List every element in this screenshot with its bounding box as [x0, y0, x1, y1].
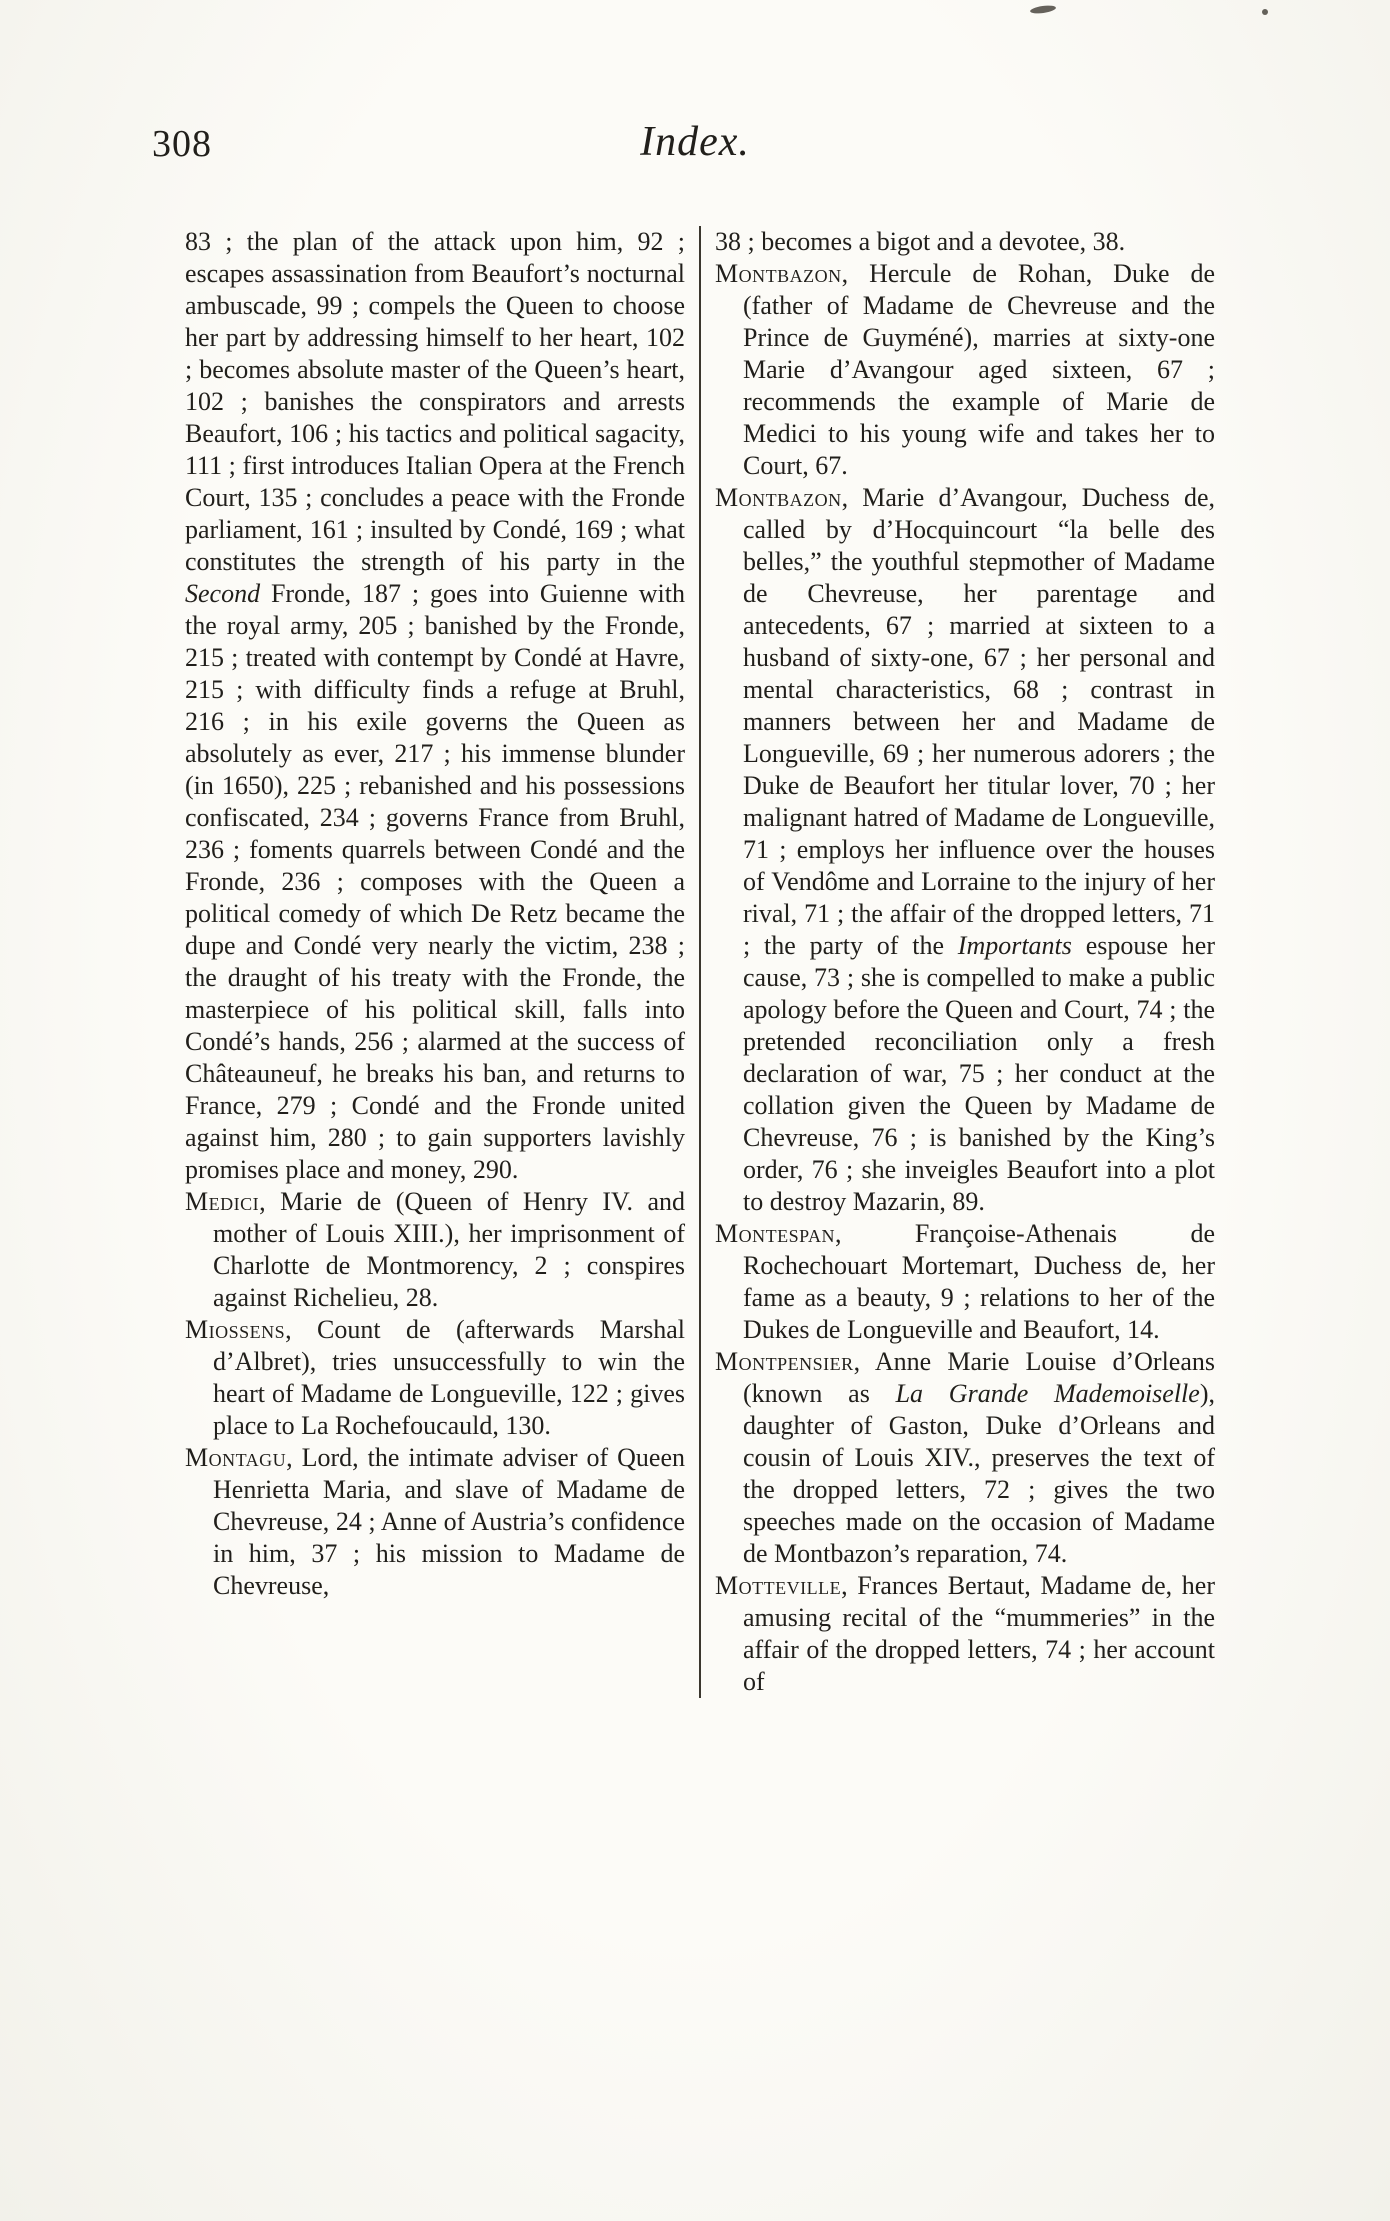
index-entry: [185, 1186, 685, 1314]
index-entry: [715, 1570, 1215, 1698]
index-columns: [185, 226, 1215, 1698]
entry-headword: Montbazon: [715, 483, 842, 512]
entry-text: 38 ; becomes a bigot and a devotee, 38.: [715, 227, 1126, 256]
index-entry: [185, 1442, 685, 1602]
entry-text: , Hercule de Rohan, Duke de (father of Madame de Chevreuse and the Prince de Guyméné), marries at sixty-one Marie d’Avangour aged sixteen, 67 ; recommends the example of Marie de Medici to his young wife and takes her to Court, 67.: [743, 259, 1215, 480]
scan-dot-artifact: [1262, 9, 1268, 15]
page-header: [0, 118, 1390, 178]
entry-text: , Lord, the intimate adviser of Queen Henrietta Maria, and slave of Madame de Chevreuse, 24 ; Anne of Austria’s confidence in him, 37 ; his mission to Madame de Chevreuse,: [213, 1443, 685, 1600]
entry-headword: Montpensier: [715, 1347, 854, 1376]
entry-italic-text: La Grande Mademoiselle: [895, 1379, 1200, 1408]
right-column: [715, 226, 1215, 1698]
page-number: 308: [152, 123, 212, 165]
entry-text: , Anne Marie Louise d’Orleans (known as: [743, 1347, 1215, 1408]
entry-text: espouse her cause, 73 ; she is compelled to make a public apology before the Queen and Court, 74 ; the pretended reconciliation only a fresh declaration of war, 75 ; her conduct at the collation given the Queen by Madame de Chevreuse, 76 ; is banished by the King’s order, 76 ; she inveigles Beaufort into a plot to destroy Mazarin, 89.: [743, 931, 1215, 1216]
entry-headword: Miossens: [185, 1315, 286, 1344]
entry-headword: Motteville: [715, 1571, 842, 1600]
entry-italic-text: Importants: [957, 931, 1072, 960]
entry-text: , Count de (afterwards Marshal d’Albret), tries unsuccessfully to win the heart of Madame de Longueville, 122 ; gives place to La Rochefoucauld, 130.: [213, 1315, 685, 1440]
entry-headword: Montagu: [185, 1443, 287, 1472]
entry-text: , Françoise-Athenais de Rochechouart Mortemart, Duchess de, her fame as a beauty, 9 ; relations to her of the Dukes de Longueville and Beaufort, 14.: [743, 1219, 1215, 1344]
index-entry: [185, 1314, 685, 1442]
entry-text: Fronde, 187 ; goes into Guienne with the royal army, 205 ; banished by the Fronde, 215 ; treated with contempt by Condé at Havre, 215 ; with difficulty finds a refuge at Bruhl, 216 ; in his exile governs the Queen as absolutely as ever, 217 ; his immense blunder (in 1650), 225 ; rebanished and his possessions confiscated, 234 ; governs France from Bruhl, 236 ; foments quarrels between Condé and the Fronde, 236 ; composes with the Queen a political comedy of which De Retz became the dupe and Condé very nearly the victim, 238 ; the draught of his treaty with the Fronde, the masterpiece of his political skill, falls into Condé’s hands, 256 ; alarmed at the success of Châteauneuf, he breaks his ban, and returns to France, 279 ; Condé and the Fronde united against him, 280 ; to gain supporters lavishly promises place and money, 290.: [185, 579, 685, 1184]
left-column: [185, 226, 685, 1698]
column-divider-rule: [699, 226, 701, 1698]
scan-smudge-artifact: [1030, 4, 1057, 15]
index-entry: [715, 482, 1215, 1218]
index-entry: [715, 226, 1215, 258]
entry-text: ), daughter of Gaston, Duke d’Orleans and cousin of Louis XIV., preserves the text of the dropped letters, 72 ; gives the two speeches made on the occasion of Madame de Montbazon’s reparation, 74.: [743, 1379, 1215, 1568]
entry-text: 83 ; the plan of the attack upon him, 92 ; escapes assassination from Beaufort’s nocturnal ambuscade, 99 ; compels the Queen to choose her part by addressing himself to her heart, 102 ; becomes absolute master of the Queen’s heart, 102 ; banishes the conspirators and arrests Beaufort, 106 ; his tactics and political sagacity, 111 ; first introduces Italian Opera at the French Court, 135 ; concludes a peace with the Fronde parliament, 161 ; insulted by Condé, 169 ; what constitutes the strength of his party in the: [185, 227, 685, 576]
entry-text: , Marie de (Queen of Henry IV. and mother of Louis XIII.), her imprisonment of Charlotte de Montmorency, 2 ; conspires against Richelieu, 28.: [213, 1187, 685, 1312]
index-entry: [715, 1218, 1215, 1346]
index-entry: [185, 226, 685, 1186]
index-entry: [715, 1346, 1215, 1570]
entry-text: , Frances Bertaut, Madame de, her amusing recital of the “mummeries” in the affair of the dropped letters, 74 ; her account of: [743, 1571, 1215, 1696]
index-entry: [715, 258, 1215, 482]
page-title: Index.: [640, 119, 750, 165]
entry-text: , Marie d’Avangour, Duchess de, called by d’Hocquincourt “la belle des belles,” the youthful stepmother of Madame de Chevreuse, her parentage and antecedents, 67 ; married at sixteen to a husband of sixty-one, 67 ; her personal and mental characteristics, 68 ; contrast in manners between her and Madame de Longueville, 69 ; her numerous adorers ; the Duke de Beaufort her titular lover, 70 ; her malignant hatred of Madame de Longueville, 71 ; employs her influence over the houses of Vendôme and Lorraine to the injury of her rival, 71 ; the affair of the dropped letters, 71 ; the party of the: [743, 483, 1215, 960]
entry-headword: Montbazon: [715, 259, 842, 288]
entry-italic-text: Second: [185, 579, 261, 608]
entry-headword: Medici: [185, 1187, 260, 1216]
entry-headword: Montespan: [715, 1219, 835, 1248]
